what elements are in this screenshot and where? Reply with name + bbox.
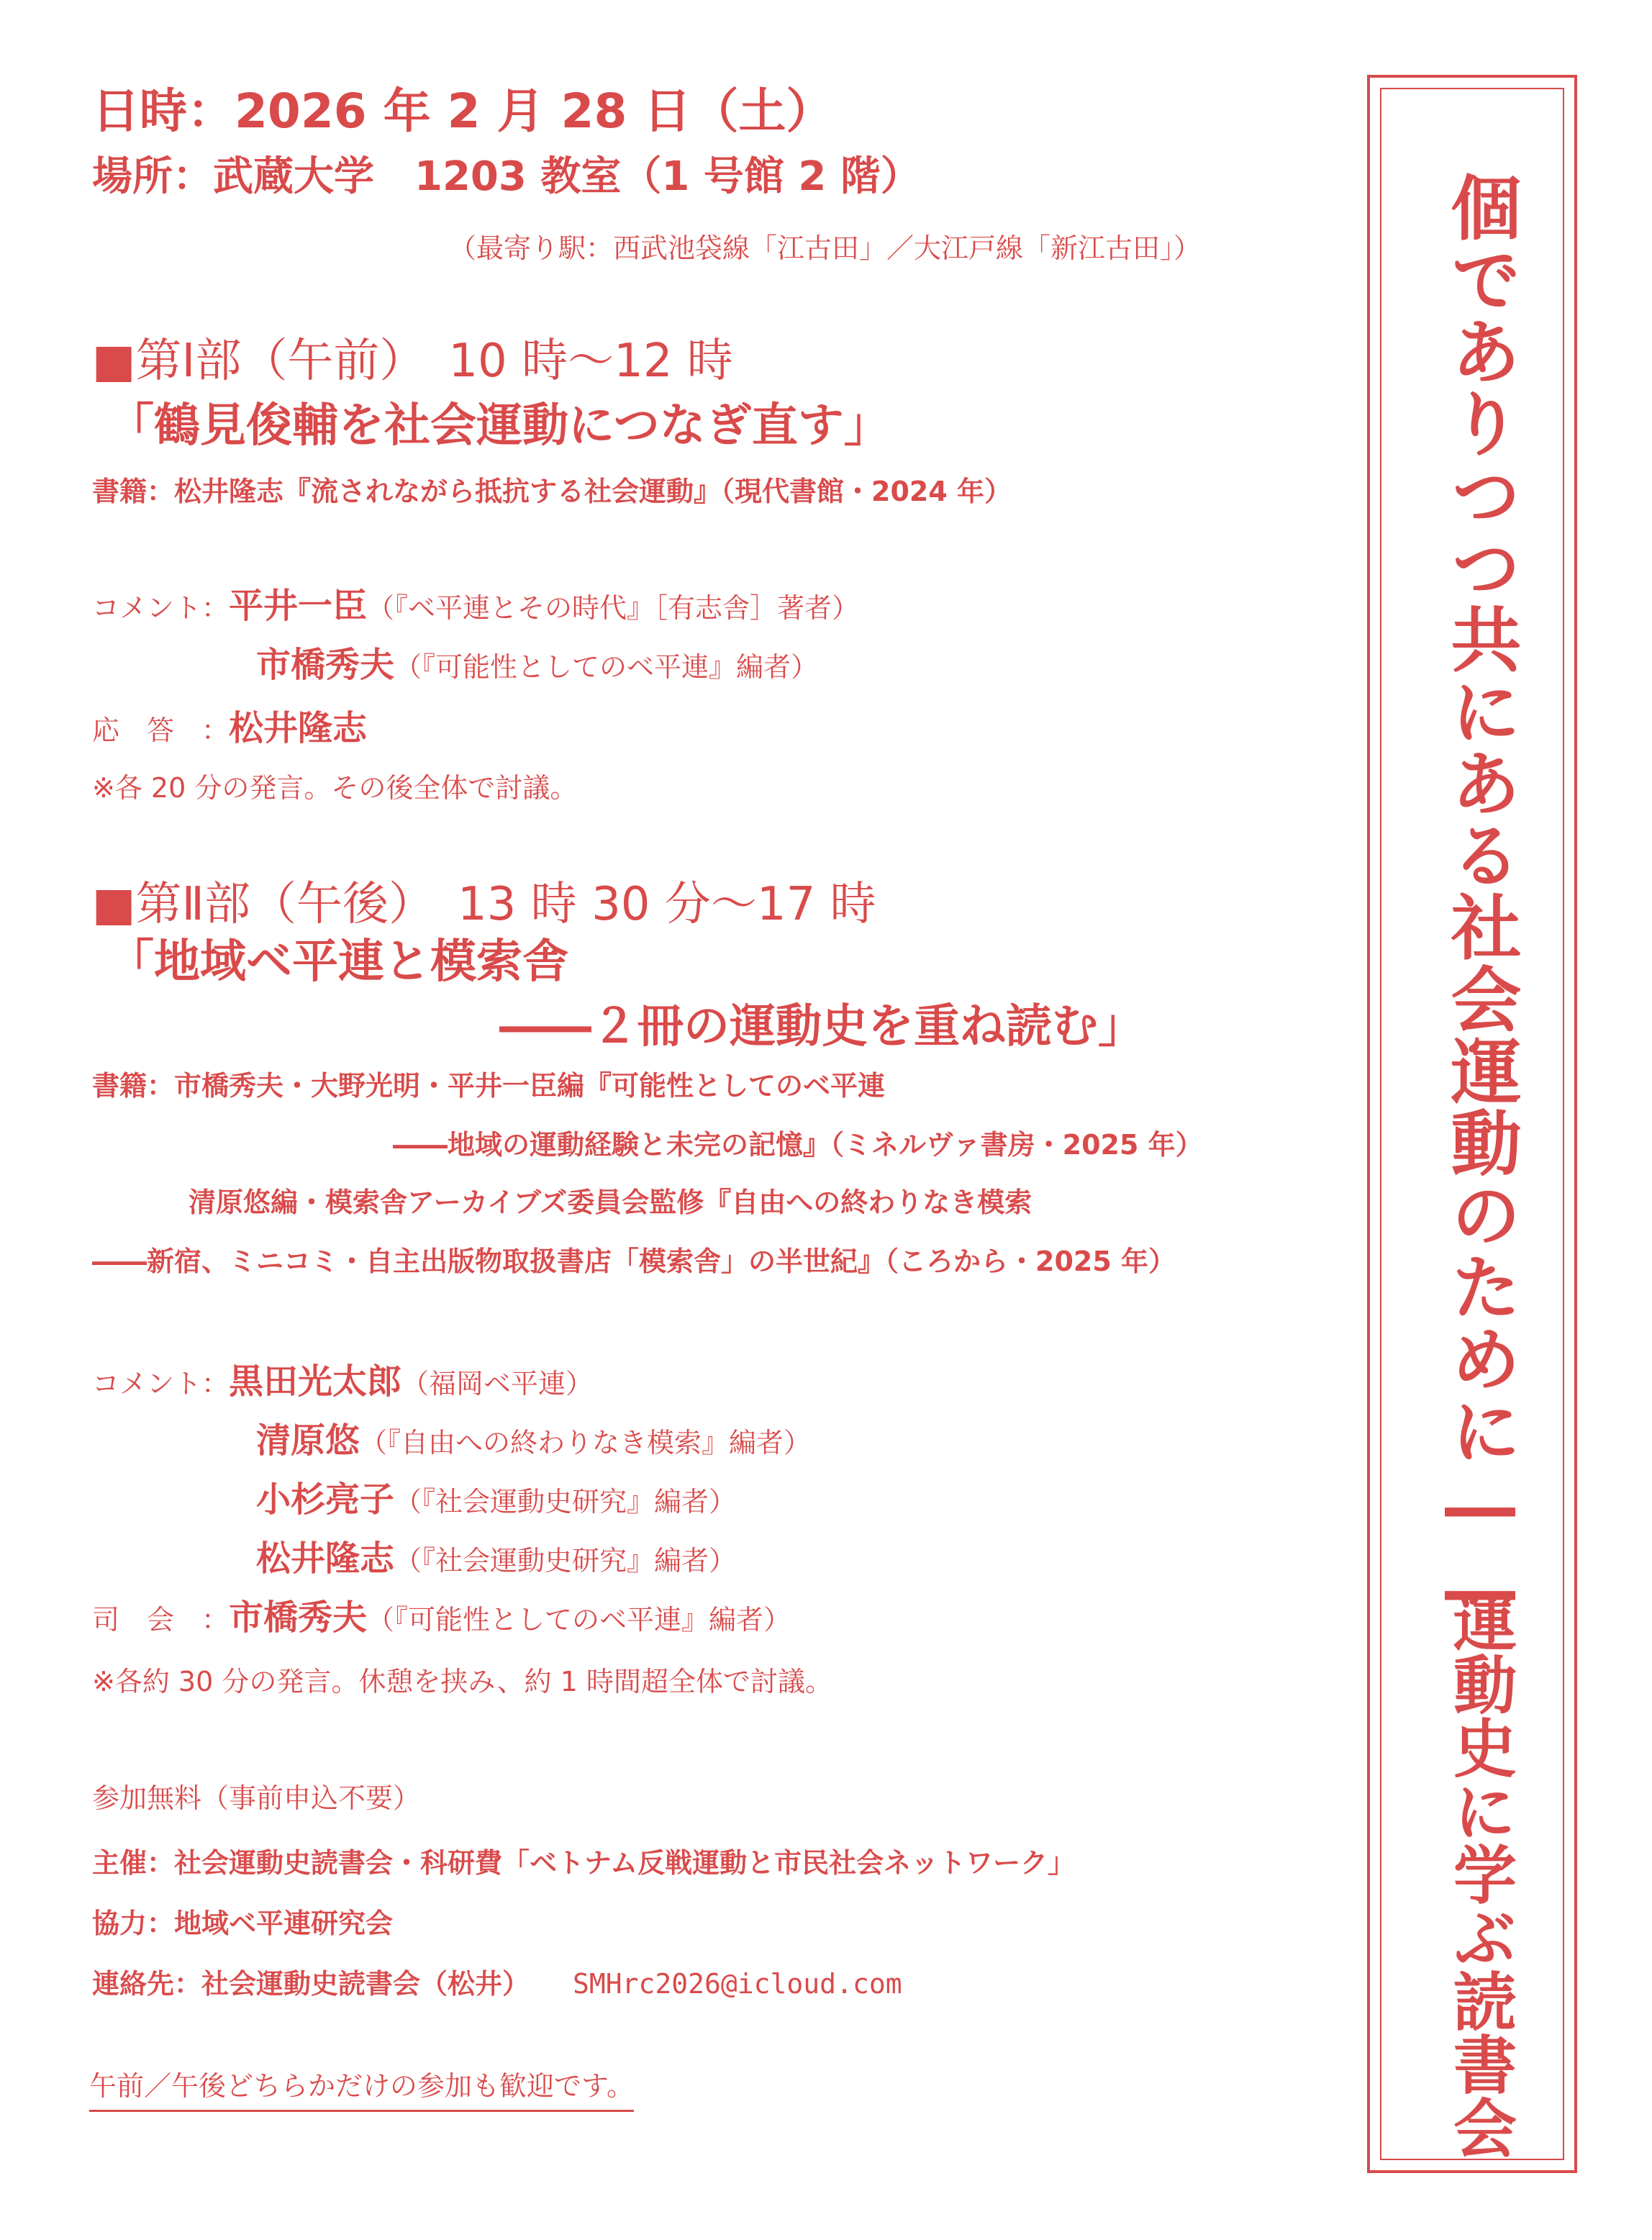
part1-heading: ■第Ⅰ部（午前） 10 時～12 時 xyxy=(92,335,733,388)
part1-book: 書籍：松井隆志『流されながら抵抗する社会運動』（現代書館・2024 年） xyxy=(92,476,1012,507)
part1-commenter-note: （『ベ平連とその時代』［有志舎］著者） xyxy=(367,592,860,624)
part2-commenter-name: 松井隆志 xyxy=(256,1538,395,1579)
part2-comment-label: コメント： xyxy=(92,1368,230,1400)
cooperation: 協力：地域ベ平連研究会 xyxy=(92,1908,394,1939)
admission-fee: 参加無料（事前申込不要） xyxy=(92,1782,421,1814)
part1-comment-label: コメント： xyxy=(92,592,230,624)
part2-commenter-name: 黒田光太郎 xyxy=(229,1361,402,1402)
part1-title: 「鶴見俊輔を社会運動につなぎ直す」 xyxy=(108,399,890,453)
event-datetime: 日時：2026 年 2 月 28 日（土） xyxy=(92,83,834,139)
part2-book2-line-1: 清原悠編・模索舎アーカイブズ委員会監修『自由への終わりなき模索 xyxy=(189,1187,1032,1218)
part2-title-line-1: 「地域ベ平連と模索舎 xyxy=(108,935,568,989)
part1-commenter-name: 平井一臣 xyxy=(229,586,368,626)
part2-commenter-note: （『社会運動史研究』編者） xyxy=(394,1545,737,1577)
part2-book1-line-2: ――地域の運動経験と未完の記憶』（ミネルヴァ書房・2025 年） xyxy=(393,1129,1203,1161)
part2-commenter-note: （『社会運動史研究』編者） xyxy=(394,1486,737,1518)
nearest-station: （最寄り駅：西武池袋線「江古田」／大江戸線「新江古田」） xyxy=(449,232,1202,264)
contact xyxy=(92,1970,902,1998)
part1-response-label: 応 答 ： xyxy=(92,715,230,746)
subtitle-vertical: 運動史に学ぶ読書会 xyxy=(1443,1589,1517,2159)
part2-comment-row-2 xyxy=(256,1420,812,1461)
part2-commenter-name: 小杉亮子 xyxy=(256,1479,395,1520)
part1-comment-row-2 xyxy=(256,645,819,685)
part2-heading: ■第Ⅱ部（午後） 13 時 30 分～17 時 xyxy=(92,878,876,931)
part2-moderator-note: （『可能性としてのベ平連』編者） xyxy=(367,1604,791,1636)
part2-commenter-name: 清原悠 xyxy=(256,1420,360,1461)
part2-moderator-label: 司 会 ： xyxy=(92,1604,230,1636)
part2-moderator-row xyxy=(92,1597,791,1638)
part1-response-name: 松井隆志 xyxy=(229,708,368,748)
part1-comment-row-1 xyxy=(92,586,860,626)
part2-comment-row-4 xyxy=(256,1538,737,1579)
part2-note: ※各約 30 分の発言。休憩を挟み、約 1 時間超全体で討議。 xyxy=(92,1666,832,1697)
part1-commenter-note: （『可能性としてのベ平連』編者） xyxy=(394,651,819,683)
part2-comment-row-3 xyxy=(256,1479,737,1520)
contact-label: 連絡先：社会運動史読書会（松井） xyxy=(92,1968,530,2000)
welcome-note: 午前／午後どちらかだけの参加も歓迎です。 xyxy=(89,2072,634,2112)
part2-title-line-2: ――２冊の運動史を重ね読む」 xyxy=(499,1000,1144,1053)
part1-commenter-name: 市橋秀夫 xyxy=(256,645,395,685)
contact-email: SMHrc2026@icloud.com xyxy=(573,1968,902,2000)
event-venue: 場所：武蔵大学 1203 教室（1 号館 2 階） xyxy=(92,153,921,200)
part2-moderator-name: 市橋秀夫 xyxy=(229,1597,368,1638)
part1-note: ※各 20 分の発言。その後全体で討議。 xyxy=(92,772,578,804)
part1-response-row xyxy=(92,708,368,748)
part2-commenter-note: （福岡ベ平連） xyxy=(401,1368,594,1400)
part2-book2-line-2: ――新宿、ミニコミ・自主出版物取扱書店「模索舎」の半世紀』（ころから・2025 年） xyxy=(92,1246,1176,1277)
part2-book1-line-1: 書籍：市橋秀夫・大野光明・平井一臣編『可能性としてのベ平連 xyxy=(92,1070,886,1102)
part2-commenter-note: （『自由への終わりなき模索』編者） xyxy=(360,1427,812,1459)
part2-comment-row-1 xyxy=(92,1361,594,1402)
vertical-title-box xyxy=(1367,75,1577,2173)
main-title-vertical: 個でありつつ共にある社会運動のために―― xyxy=(1439,171,1521,1633)
organizer: 主催：社会運動史読書会・科研費「ベトナム反戦運動と市民社会ネットワーク」 xyxy=(92,1847,1076,1879)
